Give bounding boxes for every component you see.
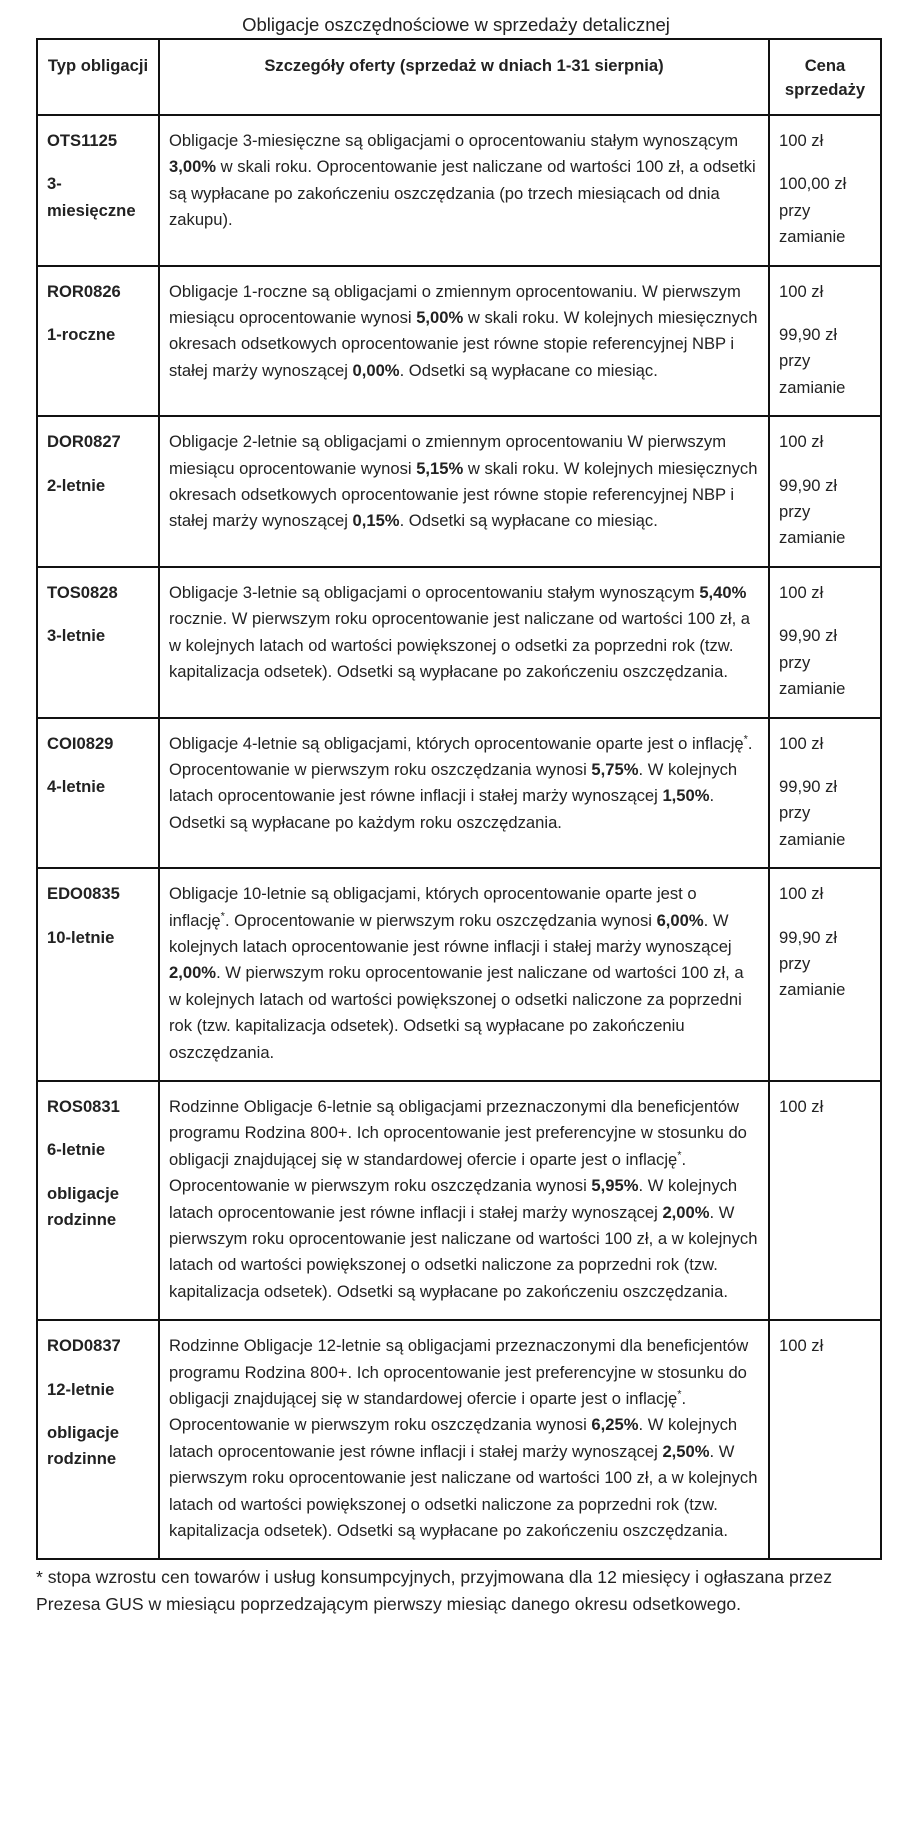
bond-code: COI0829 (47, 733, 114, 753)
rate-value: 5,40% (699, 582, 747, 602)
details-text: rocznie. W pierwszym roku oprocentowanie jest naliczane od wartości 100 zł, a w kolejnych latach od wartości powiększonej o odsetki za poprzedni rok (tzw. kapitalizacja odsetek). Odsetki są wypłacane po zakończeniu oszczędzania. (169, 609, 751, 682)
bond-term: 10-letnie (47, 927, 115, 947)
table-row (37, 416, 881, 567)
bond-price-cell (769, 416, 881, 567)
details-text: . Odsetki są wypłacane co miesiąc. (399, 511, 658, 531)
details-text: . W pierwszym roku oprocentowanie jest naliczane od wartości 100 zł, a w kolejnych latach od wartości powiększonej o odsetki naliczone za poprzedni rok (tzw. kapitalizacja odsetek). Odsetki są wypłacane po zakończeniu oszczędzania. (169, 1441, 758, 1541)
bond-type-cell (37, 1081, 159, 1320)
bond-type-cell (37, 567, 159, 718)
bond-price: 100 zł (779, 582, 824, 602)
details-text: . Oprocentowanie w pierwszym roku oszczędzania wynosi (169, 1149, 687, 1196)
table-row (37, 115, 881, 266)
table-row (37, 1320, 881, 1559)
header-type: Typ obligacji (37, 39, 159, 115)
bond-price: 100 zł (779, 1096, 824, 1116)
details-text: . W pierwszym roku oprocentowanie jest naliczane od wartości 100 zł, a w kolejnych latach od wartości powiększonej o odsetki naliczone za poprzedni rok (tzw. kapitalizacja odsetek). Odsetki są wypłacane po zakończeniu oszczędzania. (169, 963, 744, 1062)
table-header-row (37, 39, 881, 115)
details-text: Obligacje 4-letnie są obligacjami, których oprocentowanie oparte jest o inflację (169, 733, 744, 753)
bond-price-switch: 100,00 zł przy zamianie (779, 174, 847, 247)
details-text: Obligacje 3-letnie są obligacjami o oprocentowaniu stałym wynoszącym (169, 582, 700, 602)
header-details: Szczegóły oferty (sprzedaż w dniach 1-31 sierpnia) (159, 39, 769, 115)
bond-type-cell (37, 868, 159, 1081)
bond-price-cell (769, 567, 881, 718)
rate-value: 6,00% (656, 910, 704, 930)
header-price: Cena sprzedaży (769, 39, 881, 115)
bond-price: 100 zł (779, 1336, 824, 1356)
rate-value: 2,00% (169, 963, 217, 983)
bond-term: 2-letnie (47, 475, 106, 495)
rate-value: 1,50% (662, 786, 710, 806)
bond-price: 100 zł (779, 884, 824, 904)
bond-type-cell (37, 115, 159, 266)
table-row (37, 718, 881, 869)
bond-price-switch: 99,90 zł przy zamianie (779, 475, 846, 548)
rate-value: 5,00% (416, 308, 464, 328)
bond-price: 100 zł (779, 733, 824, 753)
bond-price: 100 zł (779, 131, 824, 150)
bond-details-cell (159, 1320, 769, 1559)
rate-value: 2,50% (662, 1441, 710, 1461)
details-text: . Oprocentowanie w pierwszym roku oszczędzania wynosi (169, 733, 753, 779)
details-text: w skali roku. Oprocentowanie jest naliczane od wartości 100 zł, a odsetki są wypłacane po zakończeniu oszczędzania (po trzech miesiącach od dnia zakupu). (169, 157, 756, 230)
bonds-table (36, 38, 882, 1560)
bond-term: 3-letnie (47, 626, 106, 646)
bond-term: 3-miesięczne (47, 174, 136, 220)
rate-value: 5,75% (591, 759, 639, 779)
bond-details-cell (159, 1081, 769, 1320)
bond-code: TOS0828 (47, 582, 118, 602)
rate-value: 0,00% (352, 360, 400, 380)
table-row (37, 266, 881, 417)
details-text: . W pierwszym roku oprocentowanie jest naliczane od wartości 100 zł, a w kolejnych latach od wartości powiększonej o odsetki naliczone za poprzedni rok (tzw. kapitalizacja odsetek). Odsetki są wypłacane po zakończeniu oszczędzania. (169, 1202, 758, 1301)
bond-term-extra: obligacje rodzinne (47, 1183, 119, 1230)
bond-price: 100 zł (779, 281, 824, 301)
bond-details-cell (159, 266, 769, 417)
table-row (37, 1081, 881, 1320)
bond-price-switch: 99,90 zł przy zamianie (779, 927, 846, 1000)
bond-details-cell (159, 416, 769, 567)
bond-details-cell (159, 718, 769, 869)
rate-value: 0,15% (352, 511, 400, 531)
bond-details-cell (159, 115, 769, 266)
bond-price-switch: 99,90 zł przy zamianie (779, 626, 846, 699)
footnote: * stopa wzrostu cen towarów i usług konsumpcyjnych, przyjmowana dla 12 miesięcy i ogłaszana przez Prezesa GUS w miesiącu poprzedzającym pierwszy miesiąc danego okresu odsetkowego. (36, 1567, 832, 1615)
details-text: w skali roku. W kolejnych miesięcznych okresach odsetkowych oprocentowanie jest równe stopie referencyjnej NBP i stałej marży wynoszącej (169, 308, 758, 380)
rate-value: 5,15% (416, 458, 464, 478)
details-text: w skali roku. W kolejnych miesięcznych okresach odsetkowych oprocentowanie jest równe stopie referencyjnej NBP i stałej marży wynoszącej (169, 458, 758, 531)
details-text: Rodzinne Obligacje 12-letnie są obligacjami przeznaczonymi dla beneficjentów programu Rodzina 800+. Ich oprocentowanie jest preferencyjne w stosunku do obligacji znajdującej się w standardowej ofercie i oparte jest o inflację (169, 1336, 749, 1409)
bond-price-cell (769, 868, 881, 1081)
bond-code: OTS1125 (47, 131, 118, 150)
bond-details-cell (159, 567, 769, 718)
details-text: . Oprocentowanie w pierwszym roku oszczędzania wynosi (169, 1389, 687, 1435)
bond-details-cell (159, 868, 769, 1081)
rate-value: 6,25% (591, 1415, 639, 1435)
bond-price-cell (769, 1081, 881, 1320)
footnote-marker: * (743, 732, 748, 745)
bond-price-cell (769, 266, 881, 417)
footnote-marker: * (677, 1149, 682, 1162)
details-text: . Odsetki są wypłacane co miesiąc. (399, 360, 658, 380)
details-text: . Odsetki są wypłacane po każdym roku oszczędzania. (169, 786, 715, 832)
bond-term: 12-letnie (47, 1379, 115, 1399)
details-text: Obligacje 1-roczne są obligacjami o zmiennym oprocentowaniu. W pierwszym miesiącu oprocentowanie wynosi (169, 281, 741, 328)
bond-code: DOR0827 (47, 432, 121, 452)
bond-code: ROD0837 (47, 1336, 121, 1356)
bond-term-extra: obligacje rodzinne (47, 1423, 119, 1469)
table-body (37, 115, 881, 1559)
rate-value: 5,95% (591, 1176, 639, 1196)
bond-term: 1-roczne (47, 325, 116, 345)
table-row (37, 567, 881, 718)
bond-term: 6-letnie (47, 1140, 106, 1160)
details-text: . Oprocentowanie w pierwszym roku oszczędzania wynosi (224, 910, 657, 930)
rate-value: 2,00% (662, 1202, 710, 1222)
bond-code: ROR0826 (47, 281, 121, 301)
bond-price-cell (769, 115, 881, 266)
rate-value: 3,00% (169, 157, 217, 177)
details-text: . W kolejnych latach oprocentowanie jest równe inflacji i stałej marży wynoszącej (169, 1176, 738, 1222)
bond-price-cell (769, 1320, 881, 1559)
details-text: Rodzinne Obligacje 6-letnie są obligacjami przeznaczonymi dla beneficjentów programu Rodzina 800+. Ich oprocentowanie jest preferencyjne w stosunku do obligacji znajdującej się w standardowej ofercie i oparte jest o inflację (169, 1096, 747, 1169)
details-text: Obligacje 10-letnie są obligacjami, których oprocentowanie oparte jest o inflację (169, 884, 697, 930)
details-text: . W kolejnych latach oprocentowanie jest równe inflacji i stałej marży wynoszącej (169, 759, 738, 806)
bond-code: EDO0835 (47, 884, 120, 904)
footnote-marker: * (220, 910, 225, 922)
bond-code: ROS0831 (47, 1096, 120, 1116)
bond-term: 4-letnie (47, 776, 106, 796)
bond-type-cell (37, 416, 159, 567)
bond-price-switch: 99,90 zł przy zamianie (779, 776, 846, 849)
bond-type-cell (37, 718, 159, 869)
details-text: . W kolejnych latach oprocentowanie jest równe inflacji i stałej marży wynoszącej (169, 1415, 738, 1461)
table-caption: Obligacje oszczędnościowe w sprzedaży detalicznej (242, 14, 670, 35)
details-text: Obligacje 2-letnie są obligacjami o zmiennym oprocentowaniu W pierwszym miesiącu oprocentowanie wynosi (169, 432, 727, 478)
details-text: . W kolejnych latach oprocentowanie jest równe inflacji i stałej marży wynoszącej (169, 910, 732, 956)
footnote-marker: * (677, 1388, 682, 1401)
bond-price-cell (769, 718, 881, 869)
table-row (37, 868, 881, 1081)
bond-price-switch: 99,90 zł przy zamianie (779, 325, 846, 397)
bond-type-cell (37, 1320, 159, 1559)
details-text: Obligacje 3-miesięczne są obligacjami o oprocentowaniu stałym wynoszącym (169, 131, 739, 150)
bond-type-cell (37, 266, 159, 417)
bond-price: 100 zł (779, 432, 824, 452)
